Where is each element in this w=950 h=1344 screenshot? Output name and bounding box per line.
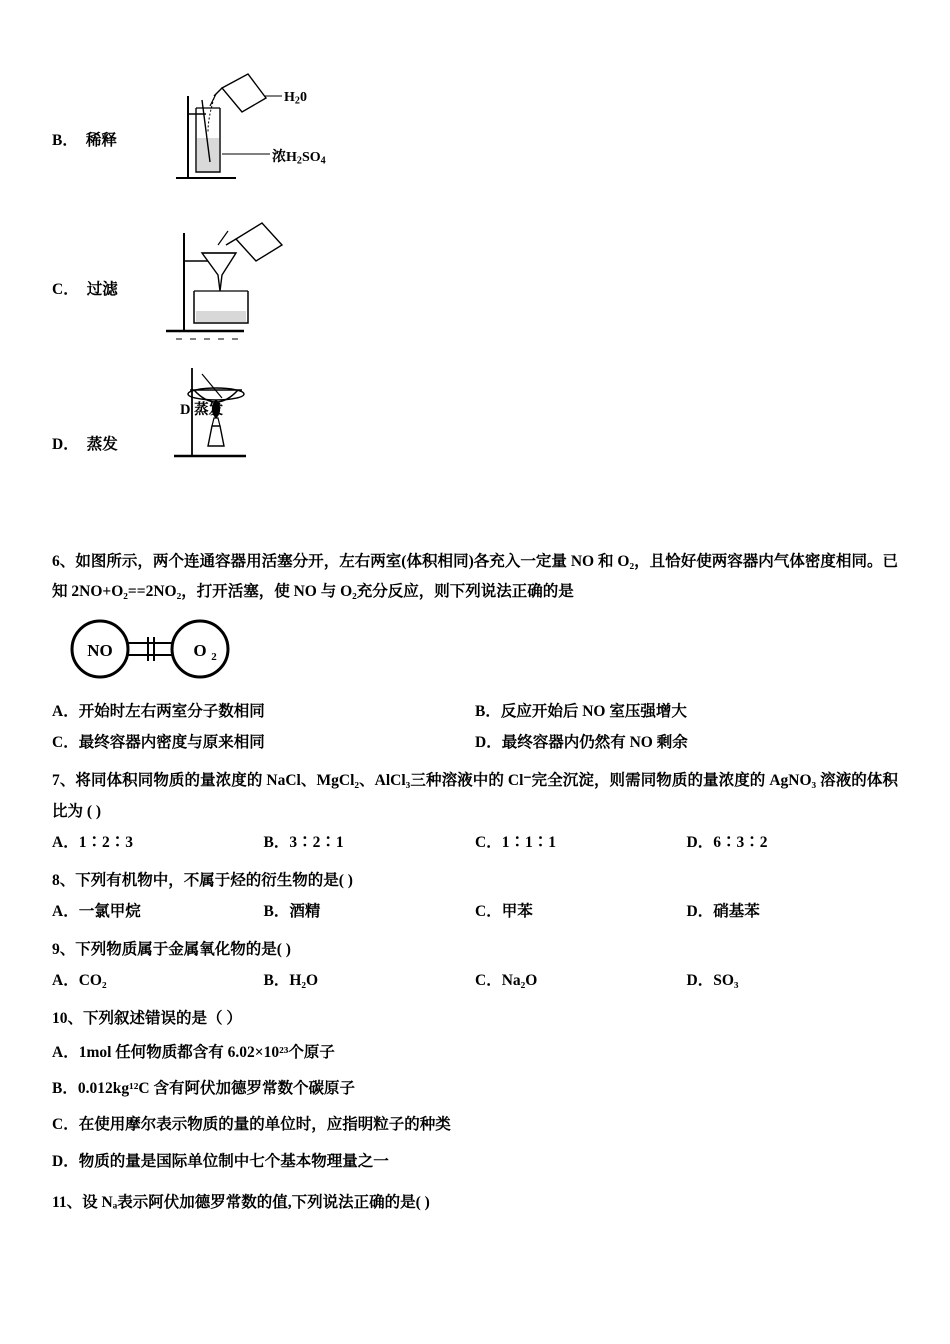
choice-9-c: C．Na₂O [475,972,538,990]
question-11-stem [52,1188,898,1218]
question-7-stem [52,766,898,826]
choice-7-c: C．1∶1∶1 [475,833,556,851]
question-9-stem [52,935,898,965]
svg-text:2: 2 [211,651,217,664]
choice-6-d: D．最终容器内仍然有 NO 剩余 [475,734,688,752]
figure-label-sulfuric-acid: 浓$H_2SO_4$ [272,150,326,167]
choice-7-a: A．1∶2∶3 [52,833,133,851]
choice-8-a: A．一氯甲烷 [52,903,141,921]
filtration-apparatus-icon [158,219,348,349]
question-8-choices [52,896,898,927]
option-b-label: B． [52,132,78,149]
option-b-row [52,90,898,191]
dilute-concentrated-sulfuric-acid-figure [158,66,378,191]
question-10-body: 下列叙述错误的是（ ） [83,1010,242,1028]
choice-8-d: D．硝基苯 [686,903,760,921]
question-8-stem [52,866,898,896]
choice-7-b: B．3∶2∶1 [263,833,344,851]
question-7-body: 将同体积同物质的量浓度的 NaCl、MgCl₂、AlCl₃三种溶液中的 Cl⁻完全沉淀，则需同物质的量浓度的 AgNO₃ 溶液的体积比为 ( ) [52,772,898,820]
option-c-text: 过滤 [86,281,118,298]
choice-8-c: C．甲苯 [475,903,533,921]
figure-caption-evaporation: D 蒸发 [180,402,224,418]
question-7-number: 7、 [52,772,76,790]
svg-text:NO: NO [87,641,113,661]
choice-10-b: B．0.012kg¹²C 含有阿伏加德罗常数个碳原子 [52,1079,355,1097]
figure-label-water: $H_20$ [284,90,307,107]
evaporation-apparatus-figure [156,360,306,475]
question-6-body: 如图所示，两个连通容器用活塞分开，左右两室(体积相同)各充入一定量 NO 和 O₂，且恰好使两容器内气体密度相同。已知 2NO+O₂==2NO₂，打开活塞，使 NO 与 O₂充分反应，则下列说法正确的是 [52,553,898,601]
question-6-choices [52,696,898,758]
question-6-stem [52,547,898,607]
question-10-choices [52,1035,898,1181]
choice-9-d: D．SO₃ [686,972,739,990]
option-b-text: 稀释 [85,132,117,149]
choice-6-b: B．反应开始后 NO 室压强增大 [475,703,687,721]
option-c-label: C． [52,281,79,298]
choice-10-d: D．物质的量是国际单位制中七个基本物理量之一 [52,1152,389,1170]
choice-7-d: D．6∶3∶2 [686,833,768,851]
choice-8-b: B．酒精 [263,903,321,921]
choice-9-b: B．H₂O [263,972,319,990]
dilution-apparatus-icon [158,66,378,186]
connected-vessels-icon [60,613,260,685]
filtration-apparatus-figure [158,219,348,354]
option-c-row [52,277,898,354]
question-11-number: 11、 [52,1194,83,1212]
question-10-number: 10、 [52,1010,84,1028]
question-9-choices [52,965,898,996]
option-d-row [52,402,898,475]
question-6-number: 6、 [52,553,76,570]
choice-6-c: C．最终容器内密度与原来相同 [52,734,265,752]
choice-6-a: A．开始时左右两室分子数相同 [52,703,265,721]
question-10-stem [52,1004,898,1034]
question-8-body: 下列有机物中，不属于烃的衍生物的是( ) [75,871,353,889]
choice-10-c: C．在使用摩尔表示物质的量的单位时，应指明粒子的种类 [52,1116,451,1134]
two-connected-flasks-figure [60,613,898,690]
question-8-number: 8、 [52,871,76,889]
choice-10-a: A．1mol 任何物质都含有 6.02×10²³个原子 [52,1043,335,1061]
question-9-body: 下列物质属于金属氧化物的是( ) [75,941,291,959]
choice-9-a: A．CO₂ [52,972,107,990]
evaporation-apparatus-icon [156,360,306,470]
question-11-body: 设 Nₐ表示阿伏加德罗常数的值,下列说法正确的是( ) [82,1194,430,1212]
svg-text:O: O [193,641,207,661]
question-7-choices [52,827,898,858]
option-d-label: D． [52,436,79,453]
question-9-number: 9、 [52,941,76,959]
option-d-text: 蒸发 [86,436,118,453]
